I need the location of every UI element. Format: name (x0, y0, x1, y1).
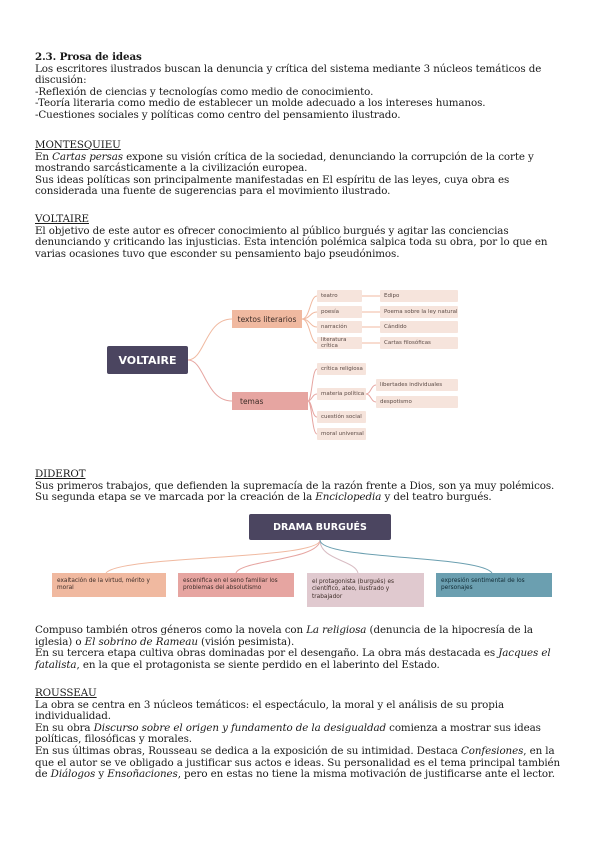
theme-node: crítica religiosa (317, 363, 366, 375)
intro-line: -Reflexión de ciencias y tecnologías como medio de conocimiento. (35, 85, 374, 98)
intro-line: Los escritores ilustrados buscan la denuncia y crítica del sistema mediante 3 núcleos temáticos de discusión: (35, 62, 542, 87)
drama-item: exaltación de la virtud, mérito y moral (52, 573, 166, 597)
drama-item: expresión sentimental de los personajes (436, 573, 552, 597)
work-node: Poema sobre la ley natural (380, 306, 458, 318)
theme-node: cuestión social (317, 411, 366, 423)
voltaire-root-node: VOLTAIRE (107, 346, 188, 374)
diderot-more-paragraph: Compuso también otros géneros como la novela con La religiosa (denuncia de la hipocresía de la iglesia) o El sobrino de Rameau (visión pesimista). (35, 624, 533, 648)
rousseau-paragraph: La obra se centra en 3 núcleos temáticos: el espectáculo, la moral y el análisis de su propia individualidad. (35, 698, 505, 723)
genre-node: narración (317, 321, 362, 333)
rousseau-heading: ROUSSEAU (35, 687, 97, 699)
voltaire-heading: VOLTAIRE (35, 213, 89, 225)
theme-node: moral universal (317, 428, 366, 440)
section-title: 2.3. Prosa de ideas (35, 51, 142, 63)
montesquieu-paragraph: Sus ideas políticas son principalmente manifestadas en El espíritu de las leyes, cuya obra es considerada una fuente de sugerencias para el movimiento ilustrado. (35, 173, 510, 198)
politics-subnode: despotismo (376, 396, 458, 408)
work-node: Cándido (380, 321, 458, 333)
intro-line: -Teoría literaria como medio de establecer un molde adecuado a los intereses humanos. (35, 97, 486, 110)
politics-subnode: libertades individuales (376, 379, 458, 391)
genre-node: literatura crítica (317, 337, 362, 349)
work-node: Cartas filosóficas (380, 337, 458, 349)
theme-node: materia política (317, 388, 366, 400)
diderot-more-block (35, 625, 565, 671)
rousseau-paragraph: En sus últimas obras, Rousseau se dedica a la exposición de su intimidad. Destaca Confesiones, en la que el autor se ve obligado a justificar sus actos e ideas. Su personalidad es el tema principal también de Diálogos y Ensoñaciones, pero en estas no tiene la misma motivación de justificarse ante el lector. (35, 744, 561, 781)
drama-root-node: DRAMA BURGUÉS (249, 514, 391, 540)
diderot-more-paragraph: En su tercera etapa cultiva obras dominadas por el desengaño. La obra más destacada es Jacques el fatalista, en la que el protagonista se siente perdido en el laberinto del Estado. (35, 647, 551, 671)
rousseau-block (35, 688, 565, 781)
work-node: Edipo (380, 290, 458, 302)
genre-node: poesía (317, 306, 362, 318)
diderot-paragraph: Sus primeros trabajos, que defienden la supremacía de la razón frente a Dios, son ya muy polémicos. (35, 479, 555, 492)
diderot-paragraph: Su segunda etapa se ve marcada por la creación de la Enciclopedia y del teatro burgués. (35, 491, 492, 504)
drama-item: escenifica en el seno familiar los problemas del absolutismo (178, 573, 294, 597)
genre-node: teatro (317, 290, 362, 302)
literary-texts-node: textos literarios (232, 310, 302, 328)
themes-node: temas (232, 392, 308, 410)
montesquieu-heading: MONTESQUIEU (35, 139, 121, 151)
diderot-heading: DIDEROT (35, 468, 86, 480)
voltaire-paragraph: El objetivo de este autor es ofrecer conocimiento al público burgués y agitar las conciencias denunciando y criticando las injusticias. Esta intención polémica salpica toda su obra, por lo que en varias ocasiones tuvo que esconder su pensamiento bajo pseudónimos. (35, 224, 548, 260)
rousseau-paragraph: En su obra Discurso sobre el origen y fundamento de la desigualdad comienza a mostrar sus ideas políticas, filosóficas y morales. (35, 721, 541, 746)
montesquieu-paragraph: En Cartas persas expone su visión crítica de la sociedad, denunciando la corrupción de la corte y mostrando sarcásticamente a la civilización europea. (35, 150, 534, 175)
intro-line: -Cuestiones sociales y políticas como centro del pensamiento ilustrado. (35, 108, 401, 121)
drama-item: el protagonista (burgués) es científico, ateo, ilustrado y trabajador (307, 573, 424, 607)
